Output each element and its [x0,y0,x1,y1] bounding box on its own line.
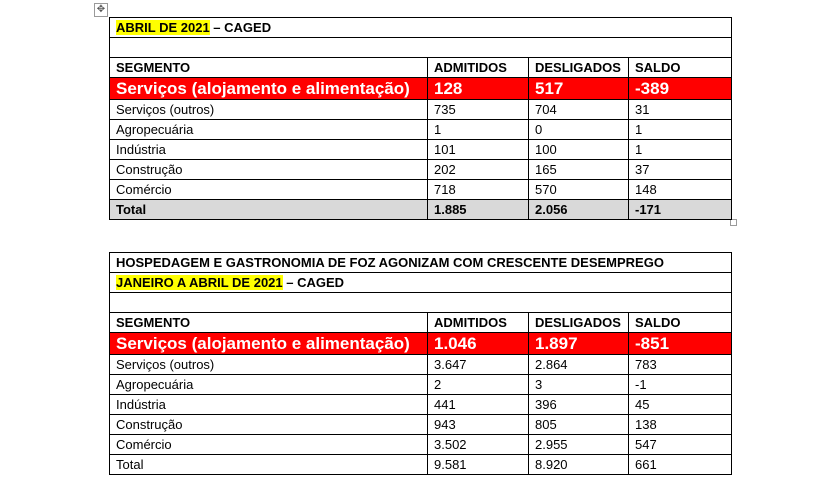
table-row [110,120,732,140]
cell-saldo: 37 [629,160,732,180]
cell-total-saldo: -171 [629,200,732,220]
cell-segment: Agropecuária [110,120,428,140]
cell-desligados: 1.897 [529,333,629,355]
cell-segment: Indústria [110,140,428,160]
table-row [110,415,732,435]
cell-saldo: -1 [629,375,732,395]
table-row [110,160,732,180]
cell-admitidos: 441 [428,395,529,415]
cell-saldo: 547 [629,435,732,455]
cell-desligados: 165 [529,160,629,180]
cell-saldo: 783 [629,355,732,375]
empty-cell [110,38,732,58]
cell-total-admitidos: 1.885 [428,200,529,220]
cell-total-label: Total [110,455,428,475]
cell-segment: Construção [110,415,428,435]
cell-segment: Serviços (outros) [110,355,428,375]
cell-admitidos: 202 [428,160,529,180]
cell-segment: Comércio [110,180,428,200]
header-saldo: SALDO [629,58,732,78]
cell-saldo: 31 [629,100,732,120]
table-row [110,395,732,415]
table-headline: HOSPEDAGEM E GASTRONOMIA DE FOZ AGONIZAM COM CRESCENTE DESEMPREGO [110,253,732,273]
header-desligados: DESLIGADOS [529,313,629,333]
cell-admitidos: 1 [428,120,529,140]
cell-desligados: 0 [529,120,629,140]
table-row [110,435,732,455]
cell-total-desligados: 2.056 [529,200,629,220]
cell-desligados: 517 [529,78,629,100]
cell-desligados: 570 [529,180,629,200]
table-title-row [110,273,732,293]
caged-jan-apr-table [109,252,732,475]
cell-admitidos: 101 [428,140,529,160]
table-move-icon[interactable]: ✥ [94,3,108,17]
header-segmento: SEGMENTO [110,313,428,333]
cell-segment: Serviços (alojamento e alimentação) [110,78,428,100]
highlight-row [110,333,732,355]
table-row [110,355,732,375]
header-admitidos: ADMITIDOS [428,58,529,78]
highlight-row [110,78,732,100]
cell-saldo: 148 [629,180,732,200]
header-desligados: DESLIGADOS [529,58,629,78]
cell-desligados: 704 [529,100,629,120]
cell-saldo: -851 [629,333,732,355]
table-row [110,375,732,395]
table-title [110,273,732,293]
header-segmento: SEGMENTO [110,58,428,78]
cell-desligados: 3 [529,375,629,395]
cell-saldo: 1 [629,120,732,140]
cell-desligados: 2.864 [529,355,629,375]
header-admitidos: ADMITIDOS [428,313,529,333]
total-row [110,455,732,475]
cell-desligados: 100 [529,140,629,160]
table-title-row [110,18,732,38]
table-row [110,140,732,160]
caged-april-table [109,17,732,220]
cell-admitidos: 128 [428,78,529,100]
cell-admitidos: 2 [428,375,529,395]
cell-admitidos: 1.046 [428,333,529,355]
cell-saldo: 138 [629,415,732,435]
cell-total-label: Total [110,200,428,220]
cell-admitidos: 3.647 [428,355,529,375]
total-row [110,200,732,220]
title-suffix: – CAGED [209,20,272,35]
cell-desligados: 2.955 [529,435,629,455]
cell-segment: Serviços (outros) [110,100,428,120]
header-row [110,58,732,78]
table-title [110,18,732,38]
title-highlight: JANEIRO A ABRIL DE 2021 [116,275,283,290]
table-resize-handle[interactable] [730,219,737,226]
cell-segment: Comércio [110,435,428,455]
cell-saldo: -389 [629,78,732,100]
cell-segment: Serviços (alojamento e alimentação) [110,333,428,355]
cell-admitidos: 943 [428,415,529,435]
cell-saldo: 45 [629,395,732,415]
empty-row [110,293,732,313]
cell-total-admitidos: 9.581 [428,455,529,475]
table-row [110,180,732,200]
title-highlight: ABRIL DE 2021 [116,20,210,35]
empty-cell [110,293,732,313]
table-row [110,100,732,120]
headline-row [110,253,732,273]
cell-segment: Indústria [110,395,428,415]
cell-segment: Construção [110,160,428,180]
cell-admitidos: 735 [428,100,529,120]
cell-desligados: 396 [529,395,629,415]
cell-saldo: 1 [629,140,732,160]
header-saldo: SALDO [629,313,732,333]
empty-row [110,38,732,58]
cell-admitidos: 3.502 [428,435,529,455]
cell-total-saldo: 661 [629,455,732,475]
header-row [110,313,732,333]
cell-total-desligados: 8.920 [529,455,629,475]
cell-desligados: 805 [529,415,629,435]
title-suffix: – CAGED [282,275,345,290]
cell-admitidos: 718 [428,180,529,200]
cell-segment: Agropecuária [110,375,428,395]
